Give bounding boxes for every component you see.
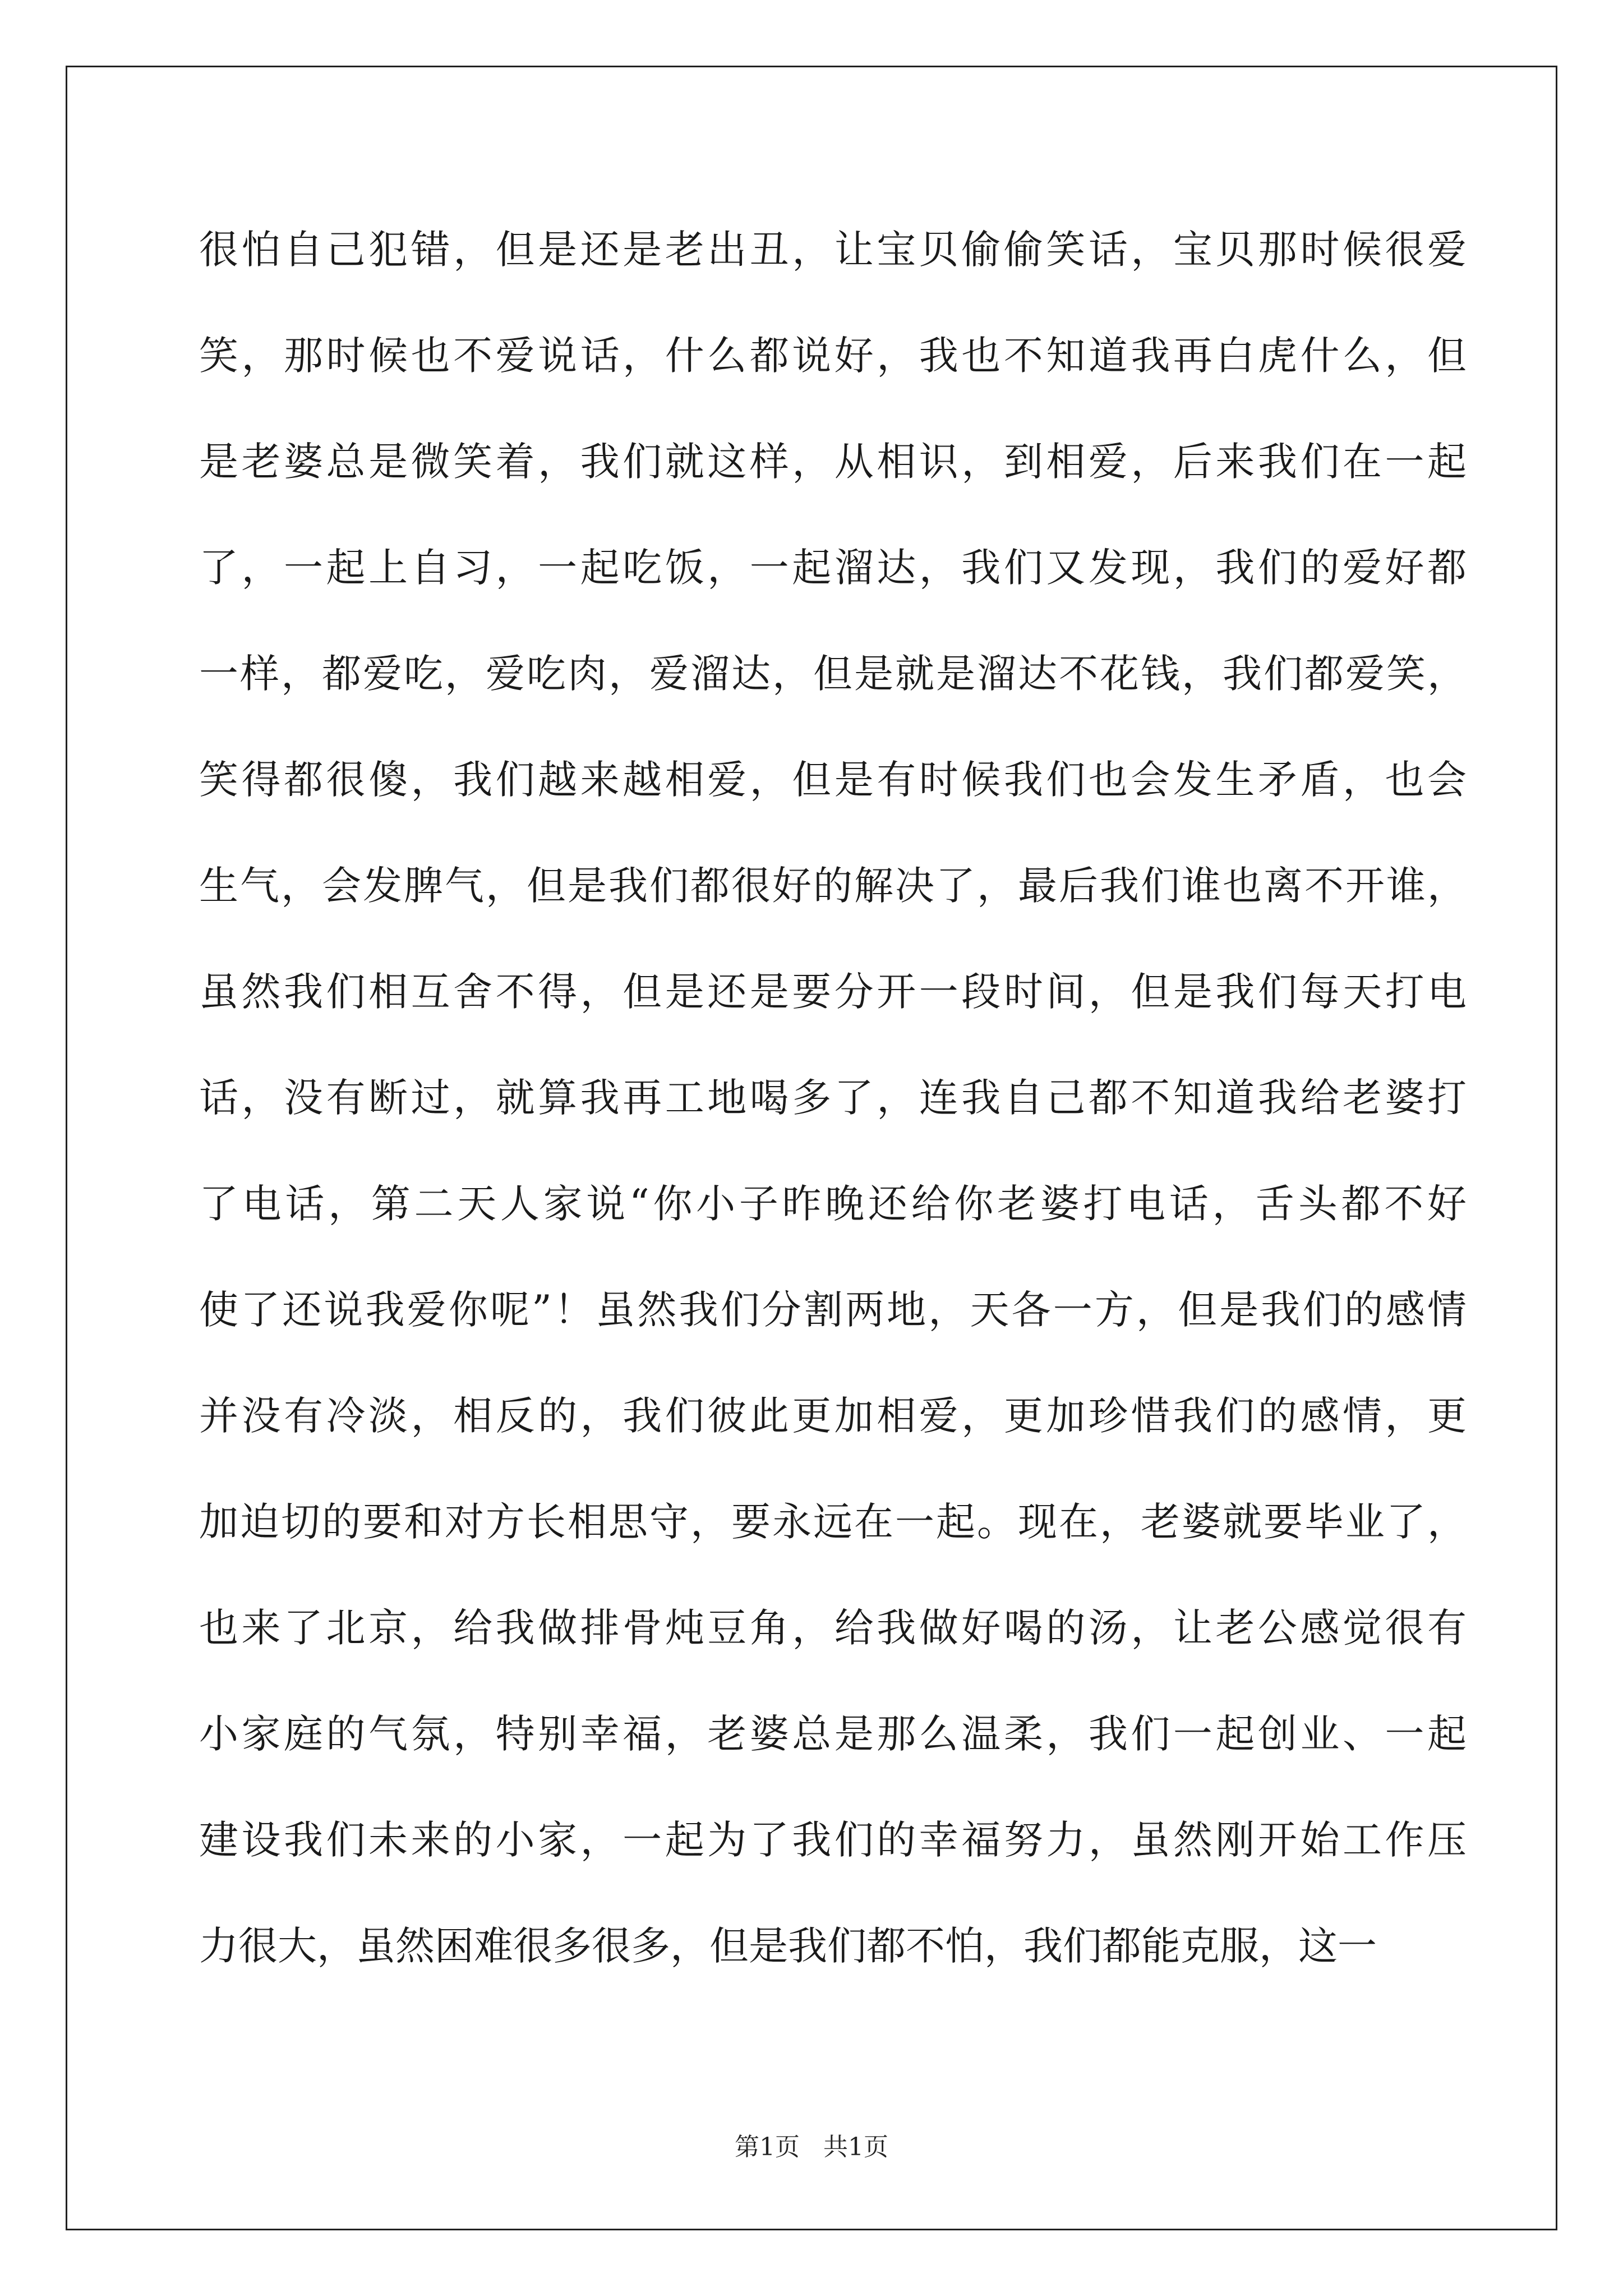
body-text [199,208,1467,2010]
page-footer: 第1页 共1页 [735,2133,888,2161]
text-line: 话，没有断过，就算我再工地喝多了，连我自己都不知道我给老婆打 [199,1075,1467,1121]
text-line: 笑，那时候也不爱说话，什么都说好，我也不知道我再白虎什么，但 [199,333,1467,379]
text-line: 一样，都爱吃，爱吃肉，爱溜达，但是就是溜达不花钱，我们都爱笑， [199,651,1467,697]
text-line: 虽然我们相互舍不得，但是还是要分开一段时间，但是我们每天打电 [199,969,1467,1015]
text-line: 加迫切的要和对方长相思守，要永远在一起。现在，老婆就要毕业了， [199,1499,1467,1545]
text-line: 也来了北京，给我做排骨炖豆角，给我做好喝的汤，让老公感觉很有 [199,1605,1467,1651]
text-line: 小家庭的气氛，特别幸福，老婆总是那么温柔，我们一起创业、一起 [199,1711,1467,1757]
text-line: 是老婆总是微笑着，我们就这样，从相识，到相爱，后来我们在一起 [199,439,1467,485]
text-line: 生气，会发脾气，但是我们都很好的解决了，最后我们谁也离不开谁， [199,863,1467,909]
text-line: 了，一起上自习，一起吃饭，一起溜达，我们又发现，我们的爱好都 [199,545,1467,591]
text-line: 力很大，虽然困难很多很多，但是我们都不怕，我们都能克服，这一 [199,1923,1377,1969]
text-line: 并没有冷淡，相反的，我们彼此更加相爱，更加珍惜我们的感情，更 [199,1393,1467,1439]
text-line: 使了还说我爱你呢”！虽然我们分割两地，天各一方，但是我们的感情 [199,1287,1467,1333]
text-line: 笑得都很傻，我们越来越相爱，但是有时候我们也会发生矛盾，也会 [199,757,1467,803]
text-line: 建设我们未来的小家，一起为了我们的幸福努力，虽然刚开始工作压 [199,1817,1467,1863]
text-line: 了电话，第二天人家说“你小子昨晚还给你老婆打电话，舌头都不好 [199,1181,1467,1227]
text-line: 很怕自己犯错，但是还是老出丑，让宝贝偷偷笑话，宝贝那时候很爱 [199,227,1467,273]
